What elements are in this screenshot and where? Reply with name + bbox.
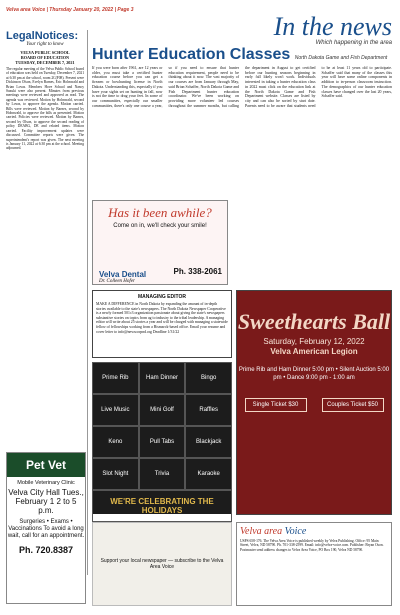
petvet-ad [6, 452, 86, 604]
dental-ad-business: Velva Dental [99, 270, 147, 279]
casino-cell: Mini Golf [139, 394, 186, 426]
casino-cell: Bingo [185, 362, 232, 394]
casino-cell: Slot Night [92, 458, 139, 490]
sweethearts-details: Prime Rib and Ham Dinner 5:00 pm • Silent Auction 5:00 pm • Dance 9:00 pm - 1:00 am [238, 367, 390, 381]
legal-heading-3: TUESDAY, DECEMBER 7, 2021 [15, 60, 75, 65]
article-body: If you were born after 1961, are 12 years or older, you must take a certified hunter education course before you can get a firearm or bowhunting license in North Dakota. Understanding this, especially if you have your sights set on hunting in fall, now is not the time to drag your feet. In some of our communities, especially our smaller communities, there's only one course a year, so if you need to ensure that hunter education requirement, people need to be thinking about it now. The vast majority of our courses are from January through May, said Brian Schaffer, North Dakota Game and Fish Department hunter education coordinator. We've been working on providing more volunteer led courses throughout the summer months, but calling the department in August to get certified before our hunting seasons beginning in early fall likely won't work. Individuals interested in taking a hunter education class in 2022 must click on the education link at the North Dakota Game and Fish Department website. Classes are listed by city and can also be sorted by start date. Parents need to be aware that students need to be at least 11 years old to participate. Schaffer said that many of the classes this year will have some online components in addition to in-person classroom instruction. The demographics of our hunter education classes have changed over the last 20 years, Schaffer said. [92, 66, 392, 108]
casino-ad [92, 362, 232, 514]
article-headline [92, 46, 392, 64]
sweethearts-date: Saturday, February 12, 2022 [263, 337, 365, 346]
petvet-line-1: Mobile Veterinary Clinic [17, 480, 75, 486]
headline-byline: North Dakota Game and Fish Department [294, 55, 388, 61]
petvet-logo: Pet Vet [7, 453, 85, 477]
velva-voice-title-a: Velva area [240, 526, 283, 537]
section-title [262, 14, 392, 46]
petvet-line-2: Velva City Hall Tues., February 1 2 to 5 p.m. [8, 488, 84, 515]
velva-voice-body: USPS 658-176. The Velva Area Voice is published weekly by Velva Publishing. Office: 95 Main Street, Velva, ND 58790. Ph. 701-338-2599. Email: info@velva-voice.com. Publisher: Bryan Oson. Postmaster send address changes to Velva Area Voice, PO Box 190, Velva ND 58790. [240, 539, 384, 552]
casino-cell: Pull Tabs [139, 426, 186, 458]
ticket-couple: Couples Ticket $50 [322, 398, 384, 412]
casino-cell: Karaoke [185, 458, 232, 490]
petvet-line-3: Surgeries • Exams • Vaccinations To avoid a long wait, call for an appointment. [7, 519, 85, 539]
legal-heading-2: BOARD OF EDUCATION [20, 55, 70, 60]
section-title-text: In the news [273, 12, 392, 41]
legal-body: The regular meeting of the Velva Public School board of education was held on Tuesday, December 7, 2021 at 6:30 pm at the school, room 2C(F08). Present were Dickinson Olson, Evelyn Barnes, Eric Hohnwald and Brian Lovas. Members Hove Schuol and Nancy Suzuki were also present. Minutes from previous meetings were reviewed and approved as read. The agenda was reviewed. Motion by Hohnwald, second by Lovas, to approve the agenda. Motion carried. Bills were reviewed. Motion by Barnes, second by Hohnwald, to approve the bills as presented. Motion carried. Policies were reviewed. Motion by Barnes, second by Olson, to approve the second reading of policy DEABG, DE and related items. Motion carried. Facility improvement updates were discussed. Committee reports were given. The superintendent's report was given. The next meeting is January 11, 2022 at 6:30 pm at the school. Meeting adjourned. [6, 67, 84, 151]
sweethearts-venue: Velva American Legion [270, 347, 358, 356]
sweethearts-title: Sweethearts Ball [237, 309, 391, 334]
managing-editor-body: MAKE A DIFFERENCE in North Dakota by expanding the amount of in-depth stories available to the state's newspapers. The North Dakota Newspaper Cooperative is a newly formed 501c3 organization passionate about giving the state's newspapers substantive stories on topics from ag to industry to the tribal leadership. A managing editor will write about 25 stories a year and will be charged with managing a statewide fellow of fellowships working from a Bismarck-based office. Email your resume and cover letter to info@newscorpnd.org Deadline 1/31/22 [96, 302, 228, 334]
dental-ad-line: Come on in, we'll check your smile! [113, 223, 207, 229]
velva-voice-title-b: Voice [284, 526, 307, 537]
dental-ad-doctor: Dr. Colleen Hofer [99, 279, 135, 284]
headline-title: Hunter Education Classes [92, 46, 291, 63]
velva-voice-info [236, 522, 392, 606]
casino-cell: Ham Dinner [139, 362, 186, 394]
velva-voice-title [240, 526, 388, 537]
managing-editor-ad [92, 290, 232, 358]
masthead-left: Velva area Voice | Thursday January 20, 2022 | Page 3 [6, 7, 134, 13]
ticket-single: Single Ticket $30 [245, 398, 307, 412]
legal-title: LegalNotices: [6, 30, 79, 42]
casino-tagline: WE'RE CELEBRATING THE HOLIDAYS [92, 490, 232, 522]
casino-cell: Raffles [185, 394, 232, 426]
sweethearts-ad [236, 290, 392, 515]
casino-cell: Live Music [92, 394, 139, 426]
dental-ad-phone: Ph. 338-2061 [173, 267, 222, 276]
legal-heading-1: VELVA PUBLIC SCHOOL [20, 50, 70, 55]
section-tagline: Which happening in the area [315, 40, 392, 46]
legal-subtitle: Your right to know [26, 42, 64, 47]
dental-ad [92, 200, 228, 285]
casino-cell: Keno [92, 426, 139, 458]
dental-ad-title: Has it been awhile? [108, 205, 212, 220]
casino-cell: Prime Rib [92, 362, 139, 394]
petvet-phone: Ph. 720.8387 [18, 545, 74, 555]
casino-cell: Trivia [139, 458, 186, 490]
promo-box: Support your local newspaper — subscribe to the Velva Area Voice [92, 522, 232, 606]
casino-cell: Blackjack [185, 426, 232, 458]
managing-editor-heading: MANAGING EDITOR [138, 294, 186, 300]
